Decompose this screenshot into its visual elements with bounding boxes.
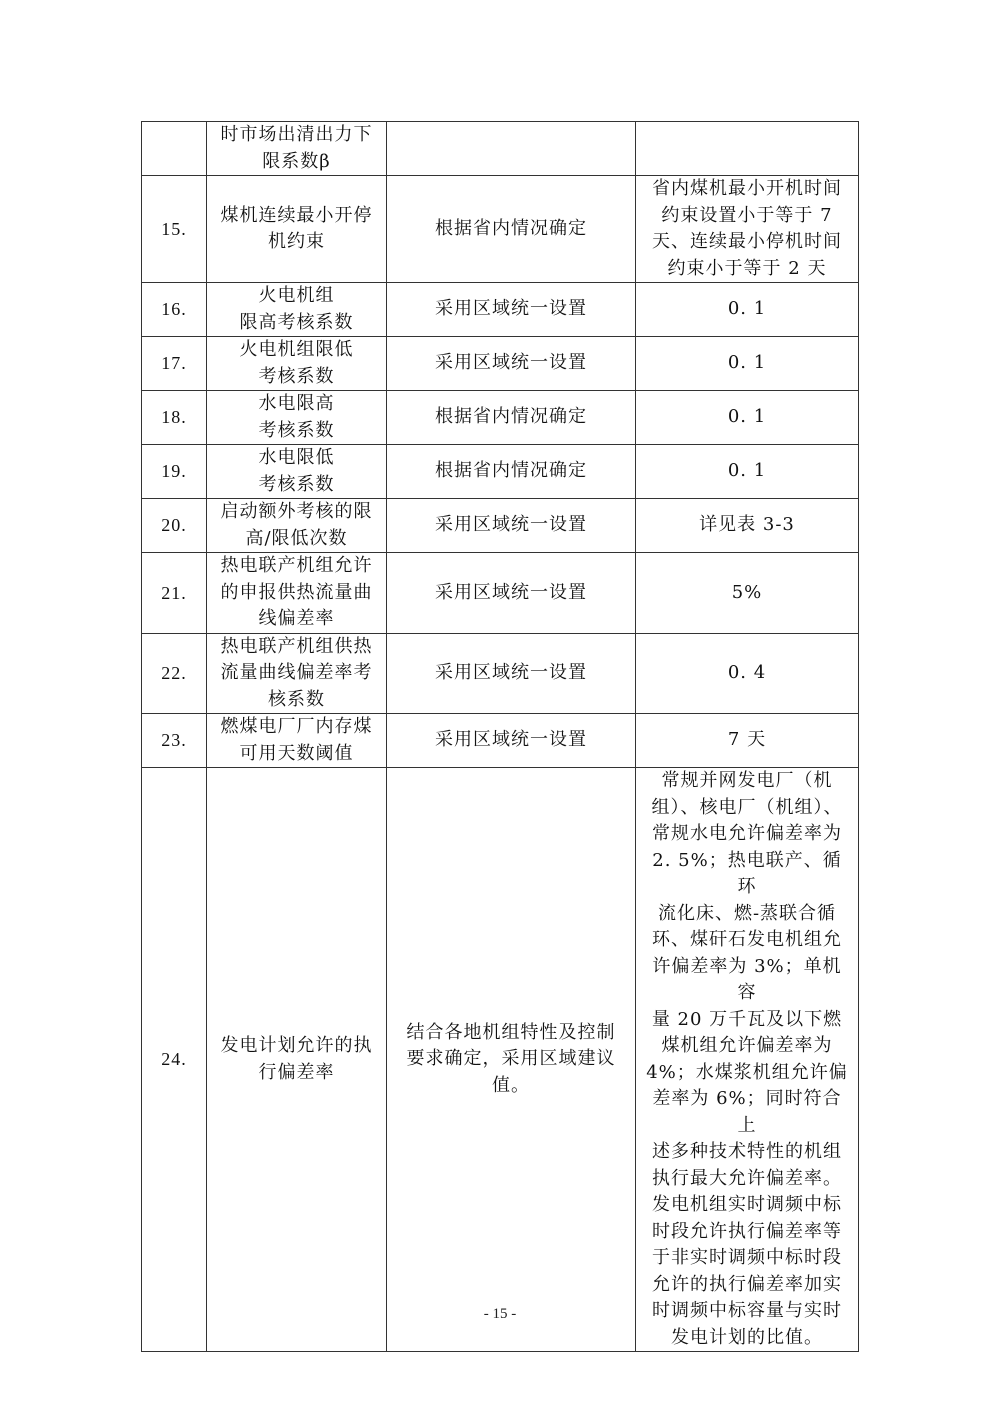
setting-rule: 根据省内情况确定 bbox=[387, 445, 636, 499]
table-row bbox=[142, 633, 859, 714]
parameter-value: 详见表 3-3 bbox=[636, 499, 859, 553]
setting-rule: 采用区域统一设置 bbox=[387, 553, 636, 634]
row-number: 19. bbox=[142, 445, 207, 499]
setting-rule: 根据省内情况确定 bbox=[387, 176, 636, 283]
parameter-name: 热电联产机组供热 流量曲线偏差率考 核系数 bbox=[207, 633, 387, 714]
parameter-value: 常规并网发电厂（机 组）、核电厂（机组）、 常规水电允许偏差率为 2. 5%；热电联产、循环 流化床、燃-蒸联合循 环、煤矸石发电机组允 许偏差率为 3%；单机容 量 20 万千瓦及以下燃 煤机组允许偏差率为 4%；水煤浆机组允许偏 差率为 6%；同时符合上 述多种技术特性的机组 执行最大允许偏差率。 发电机组实时调频中标 时段允许执行偏差率等 于非实时调频中标时段 允许的执行偏差率加实 时调频中标容量与实时 发电计划的比值。 bbox=[636, 768, 859, 1352]
table-row bbox=[142, 283, 859, 337]
setting-rule: 采用区域统一设置 bbox=[387, 714, 636, 768]
row-number: 18. bbox=[142, 391, 207, 445]
parameter-name: 水电限低 考核系数 bbox=[207, 445, 387, 499]
setting-rule: 采用区域统一设置 bbox=[387, 337, 636, 391]
parameter-value: 0. 1 bbox=[636, 391, 859, 445]
row-number: 17. bbox=[142, 337, 207, 391]
parameter-name: 燃煤电厂厂内存煤 可用天数阈值 bbox=[207, 714, 387, 768]
parameter-name: 时市场出清出力下 限系数β bbox=[207, 122, 387, 176]
row-number bbox=[142, 122, 207, 176]
setting-rule: 结合各地机组特性及控制 要求确定，采用区域建议 值。 bbox=[387, 768, 636, 1352]
table-row bbox=[142, 445, 859, 499]
row-number: 23. bbox=[142, 714, 207, 768]
parameter-name: 火电机组限低 考核系数 bbox=[207, 337, 387, 391]
setting-rule bbox=[387, 122, 636, 176]
table-row bbox=[142, 714, 859, 768]
row-number: 22. bbox=[142, 633, 207, 714]
setting-rule: 采用区域统一设置 bbox=[387, 283, 636, 337]
setting-rule: 根据省内情况确定 bbox=[387, 391, 636, 445]
parameter-value: 省内煤机最小开机时间 约束设置小于等于 7 天、连续最小停机时间 约束小于等于 2 天 bbox=[636, 176, 859, 283]
table-row bbox=[142, 499, 859, 553]
row-number: 24. bbox=[142, 768, 207, 1352]
parameter-name: 热电联产机组允许 的申报供热流量曲 线偏差率 bbox=[207, 553, 387, 634]
table-row bbox=[142, 391, 859, 445]
parameter-value: 5% bbox=[636, 553, 859, 634]
parameter-value: 0. 1 bbox=[636, 337, 859, 391]
parameter-name: 发电计划允许的执 行偏差率 bbox=[207, 768, 387, 1352]
page-number: - 15 - bbox=[483, 1306, 517, 1322]
parameter-name: 煤机连续最小开停 机约束 bbox=[207, 176, 387, 283]
parameter-value: 0. 1 bbox=[636, 283, 859, 337]
table-row bbox=[142, 337, 859, 391]
parameter-value: 7 天 bbox=[636, 714, 859, 768]
row-number: 15. bbox=[142, 176, 207, 283]
row-number: 21. bbox=[142, 553, 207, 634]
row-number: 16. bbox=[142, 283, 207, 337]
setting-rule: 采用区域统一设置 bbox=[387, 499, 636, 553]
table-row bbox=[142, 176, 859, 283]
table-row bbox=[142, 122, 859, 176]
parameter-name: 水电限高 考核系数 bbox=[207, 391, 387, 445]
parameter-value: 0. 4 bbox=[636, 633, 859, 714]
parameter-value bbox=[636, 122, 859, 176]
parameter-value: 0. 1 bbox=[636, 445, 859, 499]
parameter-name: 启动额外考核的限 高/限低次数 bbox=[207, 499, 387, 553]
parameter-name: 火电机组 限高考核系数 bbox=[207, 283, 387, 337]
parameter-table bbox=[141, 121, 859, 1352]
table-row bbox=[142, 768, 859, 1352]
table-row bbox=[142, 553, 859, 634]
row-number: 20. bbox=[142, 499, 207, 553]
setting-rule: 采用区域统一设置 bbox=[387, 633, 636, 714]
